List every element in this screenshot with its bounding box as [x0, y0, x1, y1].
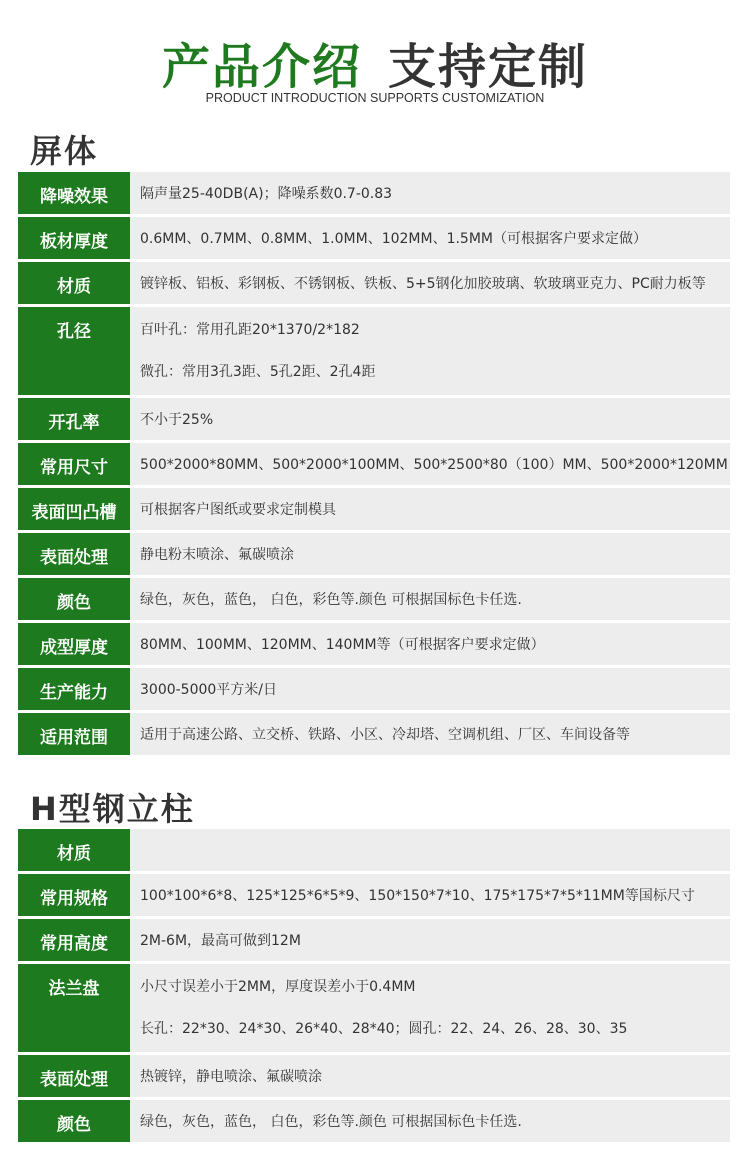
row-label-cell: [18, 217, 130, 259]
row-value: 不小于25%: [140, 412, 214, 428]
table-row: [18, 1100, 730, 1142]
row-label: 成型厚度: [40, 638, 108, 658]
row-value: 小尺寸误差小于2MM，厚度误差小于0.4MM: [140, 979, 416, 995]
row-label-cell: [18, 1055, 130, 1097]
spec-table-screen: [18, 172, 730, 758]
table-row: [18, 533, 730, 575]
row-value: 80MM、100MM、120MM、140MM等（可根据客户要求定做）: [140, 637, 545, 653]
row-value: 隔声量25-40DB(A)；降噪系数0.7-0.83: [140, 186, 393, 202]
title-green-part: 产品介绍: [161, 39, 362, 95]
table-row: [18, 1055, 730, 1097]
row-value: 百叶孔：常用孔距20*1370/2*182: [140, 322, 360, 338]
table-row: [18, 623, 730, 665]
table-row: [18, 829, 730, 871]
row-label-cell: [18, 262, 130, 304]
table-row: [18, 488, 730, 530]
table-row: [18, 874, 730, 916]
table-row: [18, 217, 730, 259]
table-row: [18, 172, 730, 214]
row-value: 适用于高速公路、立交桥、铁路、小区、冷却塔、空调机组、厂区、车间设备等: [140, 727, 630, 743]
row-label-cell: [18, 398, 130, 440]
row-label-cell: [18, 533, 130, 575]
row-label: 生产能力: [40, 683, 108, 703]
row-label-cell: [18, 578, 130, 620]
row-label: 适用范围: [40, 728, 108, 748]
row-label-cell: [18, 829, 130, 871]
row-value: 热镀锌，静电喷涂、氟碳喷涂: [140, 1069, 322, 1085]
row-label: 颜色: [57, 1115, 91, 1135]
row-label: 孔径: [57, 322, 91, 342]
row-label-cell: [18, 919, 130, 961]
row-label: 常用高度: [40, 934, 108, 954]
row-label-cell: [18, 307, 130, 395]
row-value: 微孔：常用3孔3距、5孔2距、2孔4距: [140, 364, 376, 380]
table-row: [18, 398, 730, 440]
table-row: [18, 713, 730, 755]
row-value: 镀锌板、铝板、彩钢板、不锈钢板、铁板、5+5钢化加胶玻璃、软玻璃亚克力、PC耐力板等: [140, 276, 706, 292]
row-value: 0.6MM、0.7MM、0.8MM、1.0MM、102MM、1.5MM（可根据客户要求定做）: [140, 231, 647, 247]
section-title-screen: 屏体: [30, 132, 99, 170]
page-header: [0, 0, 750, 112]
row-label: 表面处理: [40, 548, 108, 568]
row-label: 常用尺寸: [40, 458, 108, 478]
row-label-cell: [18, 874, 130, 916]
row-label: 法兰盘: [48, 979, 100, 999]
table-row: [18, 262, 730, 304]
row-value: 2M-6M，最高可做到12M: [140, 933, 301, 949]
table-row: [18, 964, 730, 1052]
page-title: [0, 28, 750, 97]
row-label: 颜色: [57, 593, 91, 613]
row-label: 常用规格: [40, 889, 108, 909]
row-label-cell: [18, 172, 130, 214]
row-label-cell: [18, 443, 130, 485]
row-value: 静电粉末喷涂、氟碳喷涂: [140, 547, 294, 563]
row-label: 开孔率: [48, 413, 100, 433]
row-value: 长孔：22*30、24*30、26*40、28*40；圆孔：22、24、26、28、30、35: [140, 1021, 628, 1037]
row-label-cell: [18, 668, 130, 710]
table-row: [18, 919, 730, 961]
row-value: 3000-5000平方米/日: [140, 682, 278, 698]
table-row: [18, 307, 730, 395]
row-label: 降噪效果: [40, 187, 108, 207]
row-value: 500*2000*80MM、500*2000*100MM、500*2500*80（100）MM、500*2000*120MM: [140, 457, 728, 473]
table-row: [18, 443, 730, 485]
row-label-cell: [18, 488, 130, 530]
row-label-cell: [18, 623, 130, 665]
row-label: 板材厚度: [40, 232, 108, 252]
row-value: 绿色，灰色，蓝色， 白色，彩色等.颜色 可根据国标色卡任选.: [140, 592, 522, 608]
table-row: [18, 668, 730, 710]
row-label-cell: [18, 713, 130, 755]
table-row: [18, 578, 730, 620]
title-dark-part: 支持定制: [388, 39, 589, 95]
row-label-cell: [18, 964, 130, 1052]
row-label: 表面凹凸槽: [31, 503, 117, 523]
row-value: 100*100*6*8、125*125*6*5*9、150*150*7*10、175*175*7*5*11MM等国标尺寸: [140, 888, 695, 904]
row-value: 可根据客户图纸或要求定制模具: [140, 502, 336, 518]
section-title-column: H型钢立柱: [30, 790, 195, 828]
page-subtitle: PRODUCT INTRODUCTION SUPPORTS CUSTOMIZATION: [205, 91, 545, 105]
row-label-cell: [18, 1100, 130, 1142]
row-label: 表面处理: [40, 1070, 108, 1090]
row-label: 材质: [57, 844, 91, 864]
spec-table-column: [18, 829, 730, 1145]
row-label: 材质: [57, 277, 91, 297]
row-value: 绿色，灰色，蓝色， 白色，彩色等.颜色 可根据国标色卡任选.: [140, 1114, 522, 1130]
